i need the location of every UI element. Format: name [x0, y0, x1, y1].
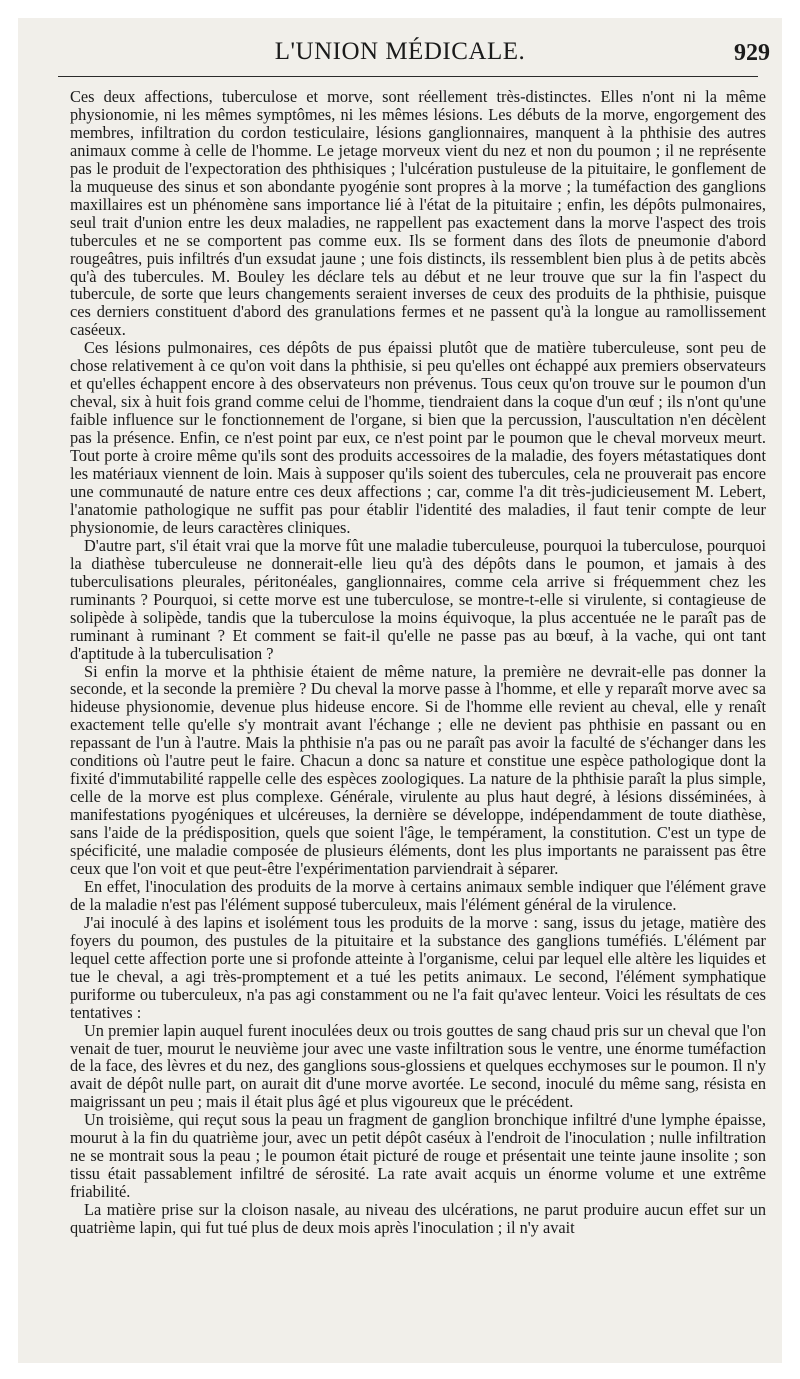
page-number: 929: [734, 40, 770, 66]
running-title: L'UNION MÉDICALE.: [274, 38, 526, 65]
paragraph: Un troisième, qui reçut sous la peau un fragment de ganglion bronchique infiltré d'une lymphe épaisse, mourut à la fin du quatrième jour, avec un petit dépôt caséux à l'endroit de l'inoculation ; nulle infiltration ne se montrait sous la peau ; le poumon était picturé de rouge et présentait une teinte jaune insolite ; son tissu était passablement infiltré de sérosité. La rate avait acquis un énorme volume et une extrême friabilité.: [70, 1110, 766, 1202]
paragraph: En effet, l'inoculation des produits de la morve à certains animaux semble indiquer que l'élément grave de la maladie n'est pas l'élément supposé tuberculeux, mais l'élément général de la virulence.: [70, 876, 766, 914]
page-header: [18, 32, 782, 72]
article-body: [70, 88, 766, 1237]
paragraph: Ces lésions pulmonaires, ces dépôts de pus épaissi plutôt que de matière tuberculeuse, sont peu de chose relativement à ce qu'on voit dans la phthisie, si peu qu'elles ont échappé aux premiers observateurs et qu'elles échappent encore à des observateurs non prévenus. Tous ceux qu'on trouve sur le poumon d'un cheval, six à huit fois grand comme celui de l'homme, tiendraient dans la coque d'un œuf ; ils n'ont qu'une faible influence sur le fonctionnement de l'organe, si bien que la percussion, l'auscultation n'en décèlent pas la présence. Enfin, ce n'est point par eux, ce n'est point par le poumon que le cheval morveux meurt. Tout porte à croire même qu'ils sont des produits accessoires de la maladie, des foyers métastatiques dont les matériaux viennent de loin. Mais à supposer qu'ils soient des tubercules, cela ne prouverait pas encore une communauté de nature entre ces deux affections ; car, comme l'a dit très-judicieusement M. Lebert, l'anatomie pathologique ne suffit pas pour établir l'identité des maladies, il faut tenir compte de leur physionomie, de leurs caractères cliniques.: [70, 338, 766, 537]
paragraph: D'autre part, s'il était vrai que la morve fût une maladie tuberculeuse, pourquoi la tuberculose, pourquoi la diathèse tuberculeuse ne donnerait-elle lieu qu'à des dépôts dans le poumon, et jamais à des tuberculisations pleurales, péritonéales, ganglionnaires, comme cela arrive si fréquemment chez les ruminants ? Pourquoi, si cette morve est une tuberculose, se montre-t-elle si virulente, si contagieuse de solipède à solipède, tandis que la tuberculose la moins équivoque, la plus accentuée ne le paraît pas de ruminant à ruminant ? Et comment se fait-il qu'elle ne passe pas au bœuf, à la vache, qui ont tant d'aptitude à la tuberculisation ?: [70, 535, 766, 663]
paragraph: Un premier lapin auquel furent inoculées deux ou trois gouttes de sang chaud pris sur un cheval que l'on venait de tuer, mourut le neuvième jour avec une vaste infiltration sous le ventre, une énorme tuméfaction de la face, des lèvres et du nez, des ganglions sous-glossiens et quelques ecchymoses sur le poumon. Il n'y avait de dépôt nulle part, on aurait dit d'une morve avortée. Le second, inoculé du même sang, résista en maigrissant un peu ; mais il était plus âgé et plus vigoureux que le précédent.: [70, 1020, 766, 1112]
paragraph: La matière prise sur la cloison nasale, au niveau des ulcérations, ne parut produire aucun effet sur un quatrième lapin, qui fut tué plus de deux mois après l'inoculation ; il n'y avait: [70, 1200, 766, 1238]
paragraph: Si enfin la morve et la phthisie étaient de même nature, la première ne devrait-elle pas donner la seconde, et la seconde la première ? Du cheval la morve passe à l'homme, et elle y reparaît morve avec sa hideuse physionomie, devenue plus hideuse encore. Si de l'homme elle revient au cheval, elle y renaît exactement telle qu'elle s'y montrait avant l'échange ; elle ne devient pas phthisie en passant ou en repassant de l'un à l'autre. Mais la phthisie n'a pas ou ne paraît pas avoir la faculté de s'échanger dans les conditions où l'autre peut le faire. Chacun a donc sa nature et constitue une espèce pathologique dont la fixité d'immutabilité rappelle celle des espèces zoologiques. La nature de la phthisie paraît la plus simple, celle de la morve est plus complexe. Générale, virulente au plus haut degré, à lésions disséminées, à manifestations pyogéniques et ulcéreuses, la dernière se développe, indépendamment de toute diathèse, sans l'aide de la prédisposition, quels que soient l'âge, le tempérament, la constitution. C'est un type de spécificité, une maladie composée de plusieurs éléments, dont les plus importants ne paraissent pas être ceux que l'on voit et que peut-être l'expérimentation parviendrait à séparer.: [70, 661, 766, 878]
paragraph: J'ai inoculé à des lapins et isolément tous les produits de la morve : sang, issus du jetage, matière des foyers du poumon, des pustules de la pituitaire et la substance des ganglions tuméfiés. L'élément par lequel cette affection porte une si profonde atteinte à l'organisme, celui par lequel elle altère les liquides et tue le cheval, a agi très-promptement et a tué les petits animaux. Le second, l'élément symphatique puriforme ou tuberculeux, n'a pas agi constamment ou ne l'a fait qu'avec lenteur. Voici les résultats de ces tentatives :: [70, 912, 766, 1022]
header-rule: [58, 76, 758, 77]
page: [18, 18, 782, 1363]
paragraph: Ces deux affections, tuberculose et morve, sont réellement très-distinctes. Elles n'ont ni la même physionomie, ni les mêmes symptômes, ni les mêmes lésions. Les débuts de la morve, engorgement des membres, infiltration du cordon testiculaire, lésions ganglionnaires, manquent à la phthisie des autres animaux comme à celle de l'homme. Le jetage morveux vient du nez et non du poumon ; il ne représente pas le produit de l'expectoration des phthisiques ; l'ulcération pustuleuse de la pituitaire, le gonflement de la muqueuse des sinus et son abondante pyogénie sont propres à la morve ; la tuméfaction des ganglions maxillaires est un phénomène sans importance lié à l'état de la pituitaire ; enfin, les dépôts pulmonaires, seul trait d'union entre les deux maladies, ne rappellent pas exactement dans la morve l'aspect des trois tubercules et ne se comportent pas comme eux. Ils se forment dans des îlots de pneumonie d'abord rougeâtres, puis infiltrés d'un exsudat jaune ; une fois distincts, ils ressemblent bien plus à de petits abcès qu'à des tubercules. M. Bouley les déclare tels au début et ne leur trouve que sur la fin l'aspect du tubercule, de sorte que leurs changements seraient inverses de ceux des produits de la phthisie, puisque ces derniers constituent d'abord des granulations fermes et ne passent qu'à la longue au ramollissement caséeux.: [70, 87, 766, 340]
